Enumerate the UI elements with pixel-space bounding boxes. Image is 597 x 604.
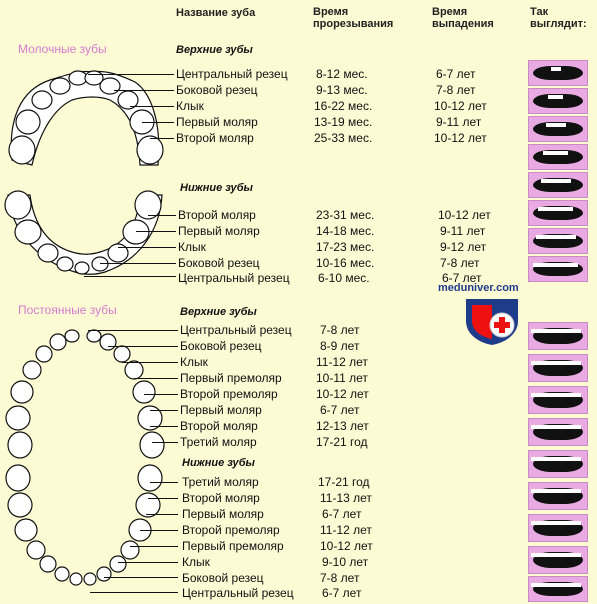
tooth-mark xyxy=(576,425,581,429)
tooth-mark xyxy=(563,151,568,155)
leader-line xyxy=(134,378,178,379)
milk-lower-eruption: 6-10 мес. xyxy=(318,271,370,285)
mouth-thumbnail xyxy=(528,116,588,142)
header-eruption-line2: прорезывания xyxy=(313,18,394,30)
tooth-mark xyxy=(576,553,581,557)
permanent-lower-title: Нижние зубы xyxy=(182,457,255,469)
leader-line xyxy=(146,514,178,515)
perm-upper-eruption: 10-12 лет xyxy=(316,387,369,401)
leader-line xyxy=(150,138,174,139)
perm-lower-name: Третий моляр xyxy=(182,475,259,489)
mouth-thumbnail xyxy=(528,144,588,170)
perm-upper-eruption: 7-8 лет xyxy=(320,323,360,337)
perm-lower-name: Второй премоляр xyxy=(182,523,280,537)
leader-line xyxy=(142,122,174,123)
leader-line xyxy=(100,263,176,264)
mouth-thumbnail xyxy=(528,322,588,350)
perm-lower-eruption: 9-10 лет xyxy=(322,555,369,569)
mouth-thumbnail xyxy=(528,354,588,382)
tooth-mark xyxy=(576,393,581,397)
milk-lower-loss: 6-7 лет xyxy=(442,271,482,285)
permanent-teeth-title: Постоянные зубы xyxy=(18,303,117,317)
mouth-thumbnail xyxy=(528,418,588,446)
milk-lower-name: Центральный резец xyxy=(178,271,290,285)
mouth-thumbnail xyxy=(528,514,588,542)
milk-upper-name: Боковой резец xyxy=(176,83,258,97)
tooth-mark xyxy=(576,329,581,333)
tooth-mark xyxy=(576,521,581,525)
perm-lower-eruption: 17-21 год xyxy=(318,475,370,489)
tooth-mark xyxy=(558,95,563,99)
mouth-thumbnail xyxy=(528,386,588,414)
milk-lower-name: Боковой резец xyxy=(178,256,260,270)
perm-upper-name: Клык xyxy=(180,355,208,369)
leader-line xyxy=(140,530,178,531)
mouth-thumbnail xyxy=(528,256,588,282)
perm-upper-name: Центральный резец xyxy=(180,323,292,337)
perm-lower-eruption: 6-7 лет xyxy=(322,586,362,600)
milk-lower-name: Второй моляр xyxy=(178,208,256,222)
milk-upper-loss: 10-12 лет xyxy=(434,99,487,113)
leader-line xyxy=(130,546,178,547)
leader-line xyxy=(104,577,178,578)
perm-lower-eruption: 6-7 лет xyxy=(322,507,362,521)
leader-line xyxy=(88,74,174,75)
permanent-upper-title: Верхние зубы xyxy=(180,306,257,318)
perm-lower-name: Клык xyxy=(182,555,210,569)
meduniver-logo xyxy=(462,295,522,347)
perm-lower-name: Центральный резец xyxy=(182,586,294,600)
milk-lower-title: Нижние зубы xyxy=(180,182,253,194)
leader-line xyxy=(118,562,178,563)
leader-line xyxy=(136,231,176,232)
milk-lower-arch xyxy=(5,191,162,274)
tooth-mark xyxy=(576,361,581,365)
milk-lower-eruption: 10-16 мес. xyxy=(316,256,375,270)
leader-line xyxy=(118,247,176,248)
perm-upper-name: Второй моляр xyxy=(180,419,258,433)
milk-upper-eruption: 8-12 мес. xyxy=(316,67,368,81)
tooth-mark xyxy=(556,67,561,71)
milk-upper-arch xyxy=(9,71,163,165)
milk-upper-name: Центральный резец xyxy=(176,67,288,81)
leader-line xyxy=(84,276,176,277)
tooth-mark xyxy=(573,263,578,267)
leader-line xyxy=(150,482,178,483)
permanent-upper-arch xyxy=(6,330,164,458)
milk-lower-loss: 7-8 лет xyxy=(440,256,480,270)
milk-lower-eruption: 23-31 мес. xyxy=(316,208,375,222)
milk-upper-title: Верхние зубы xyxy=(176,44,253,56)
perm-lower-name: Первый премоляр xyxy=(182,539,284,553)
perm-lower-name: Боковой резец xyxy=(182,571,264,585)
milk-upper-loss: 10-12 лет xyxy=(434,131,487,145)
site-label: meduniver.com xyxy=(438,282,519,294)
milk-upper-loss: 9-11 лет xyxy=(436,115,482,129)
mouth-thumbnail xyxy=(528,88,588,114)
milk-lower-eruption: 17-23 мес. xyxy=(316,240,375,254)
mouth-thumbnail xyxy=(528,172,588,198)
perm-upper-name: Второй премоляр xyxy=(180,387,278,401)
header-loss-line2: выпадения xyxy=(432,18,494,30)
leader-line xyxy=(108,346,178,347)
perm-upper-eruption: 10-11 лет xyxy=(316,371,368,385)
perm-upper-name: Первый моляр xyxy=(180,403,262,417)
leader-line xyxy=(152,442,178,443)
permanent-lower-arch xyxy=(6,465,162,585)
tooth-mark xyxy=(576,457,581,461)
leader-line xyxy=(122,362,178,363)
mouth-thumbnail xyxy=(528,546,588,574)
tooth-mark xyxy=(568,207,573,211)
milk-lower-loss: 10-12 лет xyxy=(438,208,491,222)
mouth-thumbnail xyxy=(528,200,588,226)
milk-lower-loss: 9-11 лет xyxy=(440,224,486,238)
milk-upper-name: Второй моляр xyxy=(176,131,254,145)
perm-upper-name: Боковой резец xyxy=(180,339,262,353)
milk-upper-eruption: 9-13 мес. xyxy=(316,83,368,97)
milk-lower-eruption: 14-18 мес. xyxy=(316,224,375,238)
milk-upper-name: Клык xyxy=(176,99,204,113)
milk-upper-loss: 7-8 лет xyxy=(436,83,476,97)
perm-lower-eruption: 11-12 лет xyxy=(320,523,372,537)
mouth-thumbnail xyxy=(528,450,588,478)
milk-upper-eruption: 13-19 мес. xyxy=(314,115,373,129)
tooth-mark xyxy=(571,235,576,239)
leader-line xyxy=(150,426,178,427)
milk-teeth-title: Молочные зубы xyxy=(18,42,107,56)
leader-line xyxy=(130,106,174,107)
mouth-thumbnail xyxy=(528,228,588,254)
tooth-mark xyxy=(561,123,566,127)
milk-upper-eruption: 25-33 мес. xyxy=(314,131,373,145)
leader-line xyxy=(88,330,178,331)
perm-upper-name: Третий моляр xyxy=(180,435,257,449)
header-look-line2: выглядит: xyxy=(530,18,587,30)
milk-upper-name: Первый моляр xyxy=(176,115,258,129)
header-look-line1: Так xyxy=(530,6,549,18)
tooth-mark xyxy=(576,583,581,587)
milk-upper-eruption: 16-22 мес. xyxy=(314,99,373,113)
tooth-mark xyxy=(576,489,581,493)
perm-lower-eruption: 10-12 лет xyxy=(320,539,373,553)
tooth-mark xyxy=(566,179,571,183)
perm-upper-eruption: 11-12 лет xyxy=(316,355,368,369)
milk-lower-name: Клык xyxy=(178,240,206,254)
leader-line xyxy=(114,90,174,91)
header-loss-line1: Время xyxy=(432,6,468,18)
header-eruption-line1: Время xyxy=(313,6,349,18)
milk-lower-loss: 9-12 лет xyxy=(440,240,487,254)
leader-line xyxy=(150,410,178,411)
perm-lower-eruption: 11-13 лет xyxy=(320,491,372,505)
leader-line xyxy=(148,498,178,499)
perm-lower-name: Первый моляр xyxy=(182,507,264,521)
leader-line xyxy=(148,215,176,216)
perm-upper-name: Первый премоляр xyxy=(180,371,282,385)
mouth-thumbnail xyxy=(528,576,588,602)
perm-upper-eruption: 6-7 лет xyxy=(320,403,360,417)
mouth-thumbnail xyxy=(528,60,588,86)
leader-line xyxy=(90,592,178,593)
perm-upper-eruption: 17-21 год xyxy=(316,435,368,449)
perm-upper-eruption: 12-13 лет xyxy=(316,419,369,433)
leader-line xyxy=(144,394,178,395)
perm-upper-eruption: 8-9 лет xyxy=(320,339,360,353)
milk-upper-loss: 6-7 лет xyxy=(436,67,476,81)
perm-lower-name: Второй моляр xyxy=(182,491,260,505)
perm-lower-eruption: 7-8 лет xyxy=(320,571,360,585)
milk-lower-name: Первый моляр xyxy=(178,224,260,238)
header-tooth-name: Название зуба xyxy=(176,7,256,19)
mouth-thumbnail xyxy=(528,482,588,510)
